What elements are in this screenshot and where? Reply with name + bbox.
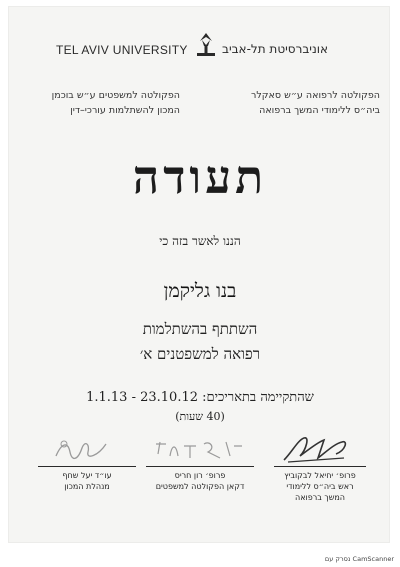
signature-ron-harris xyxy=(150,434,250,464)
signature-yehiel-lebkowicz xyxy=(278,430,354,466)
signature-line xyxy=(146,466,254,467)
signatory-name: פרופ׳ רון חריס xyxy=(174,471,226,480)
university-name-en: TEL AVIV UNIVERSITY xyxy=(56,43,188,57)
certificate-intro: הננו לאשר בזה כי xyxy=(159,234,241,248)
signatory-role: ראש ביה״ס ללימודי xyxy=(286,482,354,491)
signature-yael-shahaf xyxy=(52,434,112,464)
course-hours: (40 שעות) xyxy=(175,410,225,423)
scanner-watermark: נסרק עם CamScanner xyxy=(324,555,394,563)
signatory-name: עו״ד יעל שחף xyxy=(62,471,112,480)
recipient-name: בנו גליקמן xyxy=(163,280,237,302)
certificate-title: תעודה xyxy=(132,150,268,204)
signatory-role: דקאן הפקולטה למשפטים xyxy=(155,482,245,491)
university-logo-icon xyxy=(193,31,219,59)
law-faculty-header xyxy=(30,88,180,118)
signature-line xyxy=(274,466,366,467)
medicine-faculty-line: הפקולטה לרפואה ע״ש סאקלר xyxy=(251,90,380,101)
signatory-role: מנהלת המכון xyxy=(64,482,110,491)
medicine-faculty-line: ביה״ס ללימודי המשך ברפואה xyxy=(259,105,380,116)
signatory-name: פרופ׳ יחיאל לבקוביץ xyxy=(284,471,356,480)
course-dates xyxy=(0,389,400,405)
participation-text: השתתף בהשתלמות xyxy=(142,320,258,338)
signatory-role: המשך ברפואה xyxy=(294,493,346,502)
law-faculty-line: המכון להשתלמות עורכי–דין xyxy=(70,105,180,116)
signature-line xyxy=(38,466,136,467)
course-name: רפואה למשפטנים א׳ xyxy=(139,345,261,363)
signatory-block xyxy=(38,470,136,492)
signatory-block xyxy=(146,470,254,492)
dates-range: 1.1.13 - 23.10.12 xyxy=(86,390,198,405)
medicine-faculty-header xyxy=(230,88,380,118)
university-name-he: אוניברסיטת תל-אביב xyxy=(222,42,329,56)
law-faculty-line: הפקולטה למשפטים ע״ש בוכמן xyxy=(51,90,180,101)
dates-label: שהתקיימה בתאריכים: xyxy=(202,390,314,405)
signatory-block xyxy=(274,470,366,503)
